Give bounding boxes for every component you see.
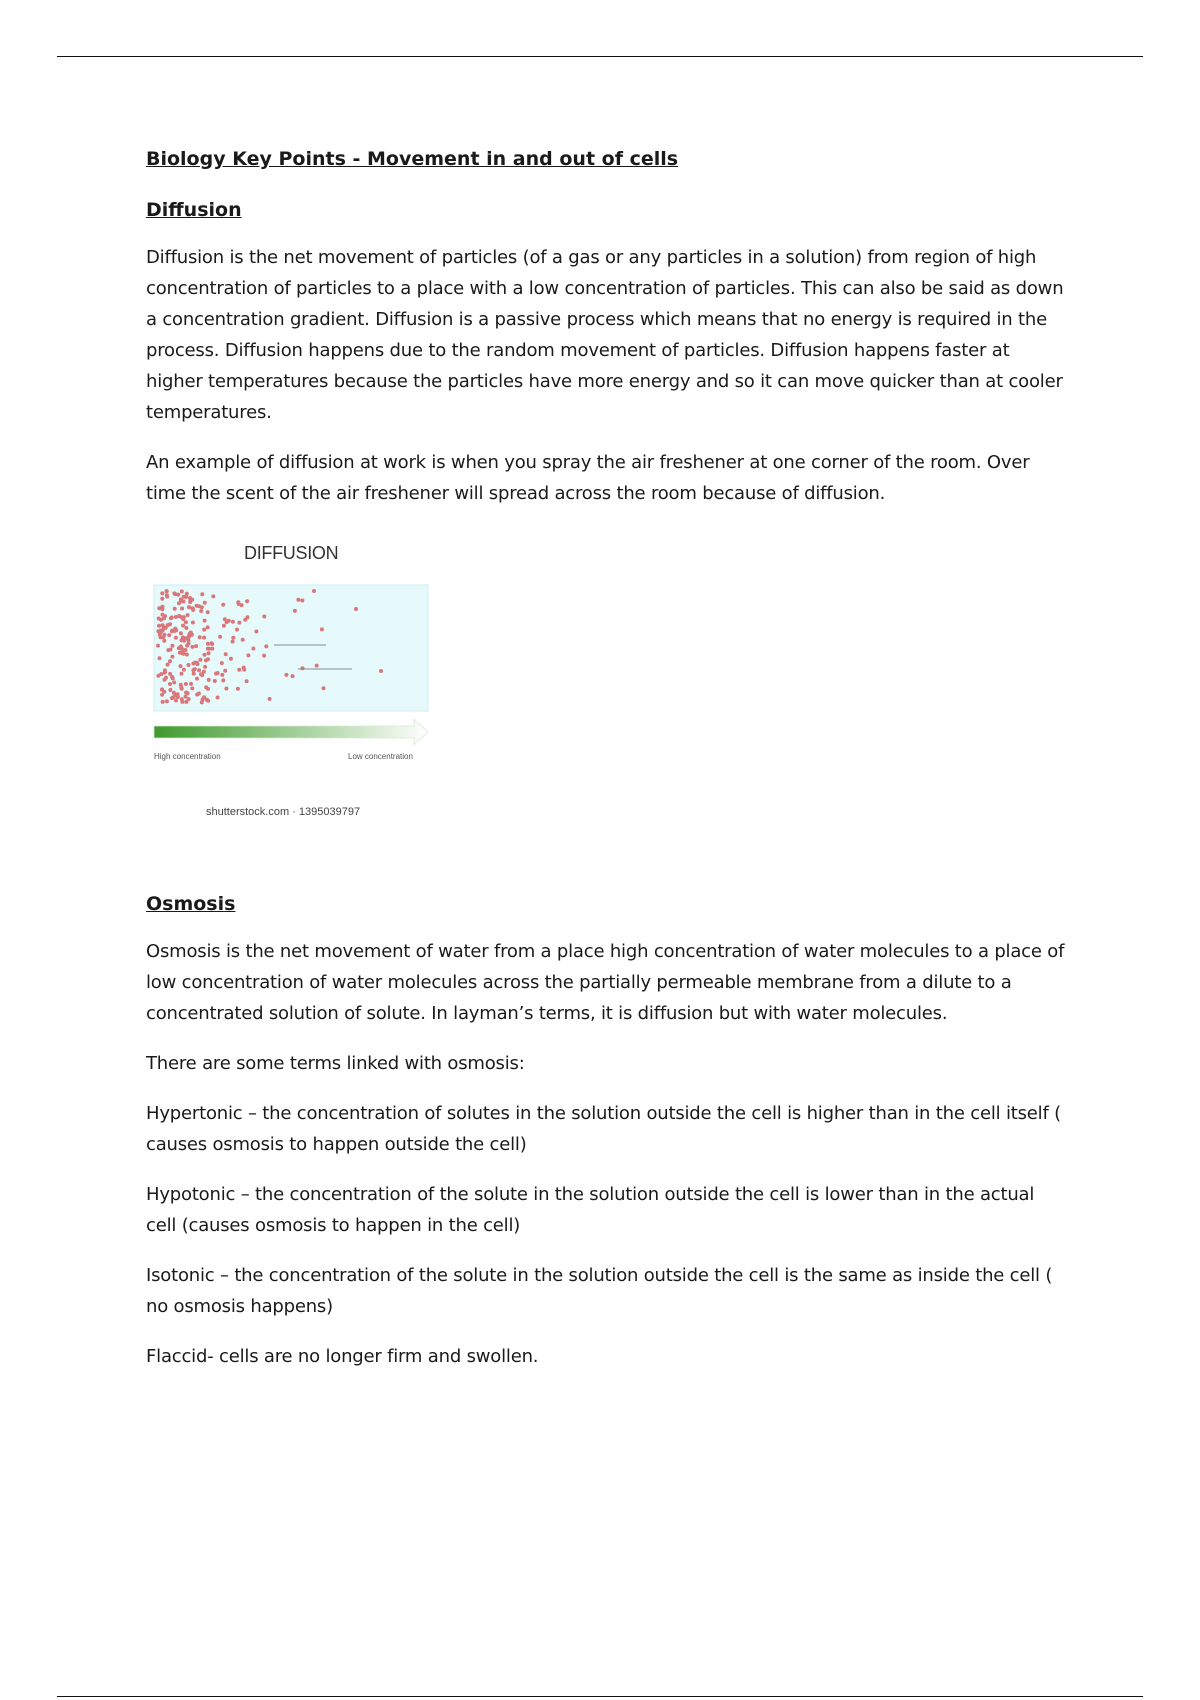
- diffusion-heading: Diffusion: [146, 199, 242, 221]
- particle: [158, 633, 162, 637]
- particle: [179, 631, 183, 635]
- particle: [221, 603, 225, 607]
- diffusion-illustration: [146, 581, 446, 801]
- particle: [207, 678, 211, 682]
- particle: [237, 621, 241, 625]
- particle: [165, 699, 169, 703]
- particle: [156, 644, 160, 648]
- particle: [197, 668, 201, 672]
- particle: [216, 696, 220, 700]
- diffusion-paragraph-example: An example of diffusion at work is when you spray the air freshener at one corner of the room. Over time the scent of the air freshener will spread across the room because of diffusion.: [146, 452, 1030, 504]
- particle: [174, 699, 178, 703]
- particle: [172, 681, 176, 685]
- particle: [159, 618, 163, 622]
- particle: [191, 608, 195, 612]
- particle: [160, 605, 164, 609]
- particle: [180, 589, 184, 593]
- particle: [206, 642, 210, 646]
- particle: [159, 672, 163, 676]
- particle: [195, 693, 199, 697]
- particle: [191, 668, 195, 672]
- term-isotonic: Isotonic – the concentration of the solute in the solution outside the cell is the same as inside the cell ( no osmosis happens): [146, 1265, 1053, 1317]
- particle: [379, 669, 383, 673]
- particle: [161, 635, 165, 639]
- particle: [179, 664, 183, 668]
- particle: [186, 691, 190, 695]
- particle: [188, 596, 192, 600]
- particle: [169, 616, 173, 620]
- particle: [284, 673, 288, 677]
- particle: [180, 607, 184, 611]
- particle: [354, 607, 358, 611]
- particle: [170, 655, 174, 659]
- particle: [185, 653, 189, 657]
- particle: [180, 647, 184, 651]
- particle: [231, 620, 235, 624]
- particle: [296, 598, 300, 602]
- osmosis-section: [146, 891, 1066, 1372]
- particle: [222, 624, 226, 628]
- particle: [161, 613, 165, 617]
- term-hypertonic: Hypertonic – the concentration of solutes in the solution outside the cell is higher than in the cell itself ( causes osmosis to happen outside the cell): [146, 1103, 1061, 1155]
- particle: [172, 691, 176, 695]
- high-concentration-label: High concentration: [154, 752, 221, 761]
- particle: [216, 671, 220, 675]
- particle: [223, 669, 227, 673]
- particle: [195, 677, 199, 681]
- particle: [240, 603, 244, 607]
- particle: [168, 659, 172, 663]
- particle: [168, 682, 172, 686]
- particle: [174, 615, 178, 619]
- particle: [163, 678, 167, 682]
- particle: [206, 610, 210, 614]
- particle: [315, 664, 319, 668]
- particle: [246, 653, 250, 657]
- particle: [224, 652, 228, 656]
- particle: [160, 597, 164, 601]
- particle: [322, 686, 326, 690]
- particle: [182, 599, 186, 603]
- particle: [160, 591, 164, 595]
- particle: [220, 673, 224, 677]
- particle: [157, 624, 161, 628]
- header-rule: [57, 56, 1143, 57]
- particle: [221, 678, 225, 682]
- particle: [203, 601, 207, 605]
- document-title: Biology Key Points - Movement in and out of cells: [146, 148, 679, 170]
- particle: [187, 663, 191, 667]
- particle: [200, 592, 204, 596]
- particle: [251, 647, 255, 651]
- particle: [245, 599, 249, 603]
- particle: [227, 619, 231, 623]
- particle: [262, 654, 266, 658]
- particle: [194, 644, 198, 648]
- footer-rule: [57, 1696, 1143, 1697]
- particle: [176, 593, 180, 597]
- particle: [192, 672, 196, 676]
- particle: [198, 635, 202, 639]
- particle: [264, 644, 268, 648]
- particle: [174, 636, 178, 640]
- particle: [223, 617, 227, 621]
- particle: [171, 644, 175, 648]
- term-flaccid: Flaccid- cells are no longer firm and swollen.: [146, 1346, 539, 1367]
- particle: [180, 672, 184, 676]
- particle: [167, 633, 171, 637]
- particle: [187, 642, 191, 646]
- diffusion-paragraph-definition: Diffusion is the net movement of particles (of a gas or any particles in a solution) from region of high concentration of particles to a place with a low concentration of particles. This can also be said as down a concentration gradient. Diffusion is a passive process which means that no energy is required in the process. Diffusion happens due to the random movement of particles. Diffusion happens faster at higher temperatures because the particles have more energy and so it can move quicker than at cooler temperatures.: [146, 247, 1064, 423]
- particle: [198, 658, 202, 662]
- particle: [242, 668, 246, 672]
- particle: [173, 627, 177, 631]
- particle: [210, 641, 214, 645]
- particle: [158, 656, 162, 660]
- particle: [184, 595, 188, 599]
- particle: [246, 615, 250, 619]
- particle: [186, 613, 190, 617]
- concentration-gradient-arrow: [154, 719, 428, 745]
- particle: [202, 695, 206, 699]
- particle: [163, 668, 167, 672]
- particle: [184, 695, 188, 699]
- osmosis-heading: Osmosis: [146, 893, 236, 915]
- particle: [245, 679, 249, 683]
- particle: [224, 687, 228, 691]
- particle: [176, 692, 180, 696]
- particle: [165, 593, 169, 597]
- image-credit: shutterstock.com · 1395039797: [206, 806, 361, 818]
- particle: [206, 699, 210, 703]
- particle: [236, 687, 240, 691]
- low-concentration-label: Low concentration: [348, 752, 413, 761]
- particle: [300, 599, 304, 603]
- particle: [268, 697, 272, 701]
- particle: [200, 700, 204, 704]
- particle: [203, 665, 207, 669]
- particle: [189, 631, 193, 635]
- particle: [187, 605, 191, 609]
- particle: [320, 627, 324, 631]
- particle: [184, 682, 188, 686]
- particle: [165, 589, 169, 593]
- particle: [203, 653, 207, 657]
- particle: [229, 657, 233, 661]
- particle: [301, 666, 305, 670]
- particle: [166, 663, 170, 667]
- particle: [200, 673, 204, 677]
- particle: [168, 672, 172, 676]
- particle: [312, 589, 316, 593]
- particle: [187, 697, 191, 701]
- particle: [179, 686, 183, 690]
- particle: [172, 695, 176, 699]
- particle: [161, 700, 165, 704]
- particle: [199, 609, 203, 613]
- particle: [203, 619, 207, 623]
- document-body: [146, 146, 1066, 1372]
- particle: [211, 594, 215, 598]
- particle: [184, 620, 188, 624]
- term-hypotonic: Hypotonic – the concentration of the solute in the solution outside the cell is lower than in the actual cell (causes osmosis to happen in the cell): [146, 1184, 1035, 1236]
- osmosis-terms-intro: There are some terms linked with osmosis:: [146, 1053, 525, 1074]
- particle: [241, 638, 245, 642]
- diffusion-figure: [146, 543, 446, 833]
- particle: [207, 651, 211, 655]
- osmosis-paragraph-definition: Osmosis is the net movement of water from a place high concentration of water molecules to a place of low concentration of water molecules across the partially permeable membrane from a dilute to a concentrated solution of solute. In layman’s terms, it is diffusion but with water molecules.: [146, 941, 1065, 1024]
- particle: [168, 688, 172, 692]
- particle: [184, 626, 188, 630]
- particle: [173, 607, 177, 611]
- particle: [188, 600, 192, 604]
- particle: [193, 661, 197, 665]
- particle: [237, 668, 241, 672]
- particle: [291, 674, 295, 678]
- particle: [181, 617, 185, 621]
- particle: [190, 645, 194, 649]
- particle: [254, 630, 258, 634]
- particle: [206, 625, 210, 629]
- particle: [190, 686, 194, 690]
- particle: [207, 647, 211, 651]
- particle: [202, 636, 206, 640]
- particle: [189, 682, 193, 686]
- particle: [182, 639, 186, 643]
- particle: [182, 668, 186, 672]
- particle: [206, 687, 210, 691]
- particle: [202, 628, 206, 632]
- particle: [231, 640, 235, 644]
- particle: [206, 657, 210, 661]
- particle: [162, 690, 166, 694]
- particle: [235, 628, 239, 632]
- particle: [293, 609, 297, 613]
- particle: [162, 626, 166, 630]
- figure-title: DIFFUSION: [244, 543, 339, 563]
- particle: [180, 700, 184, 704]
- particle: [220, 661, 224, 665]
- particle: [197, 604, 201, 608]
- particle: [218, 635, 222, 639]
- particle: [191, 621, 195, 625]
- particle: [181, 624, 185, 628]
- particle: [162, 639, 166, 643]
- particle: [213, 679, 217, 683]
- particle: [169, 648, 173, 652]
- container-box: [154, 585, 428, 711]
- particle: [262, 615, 266, 619]
- particle: [231, 636, 235, 640]
